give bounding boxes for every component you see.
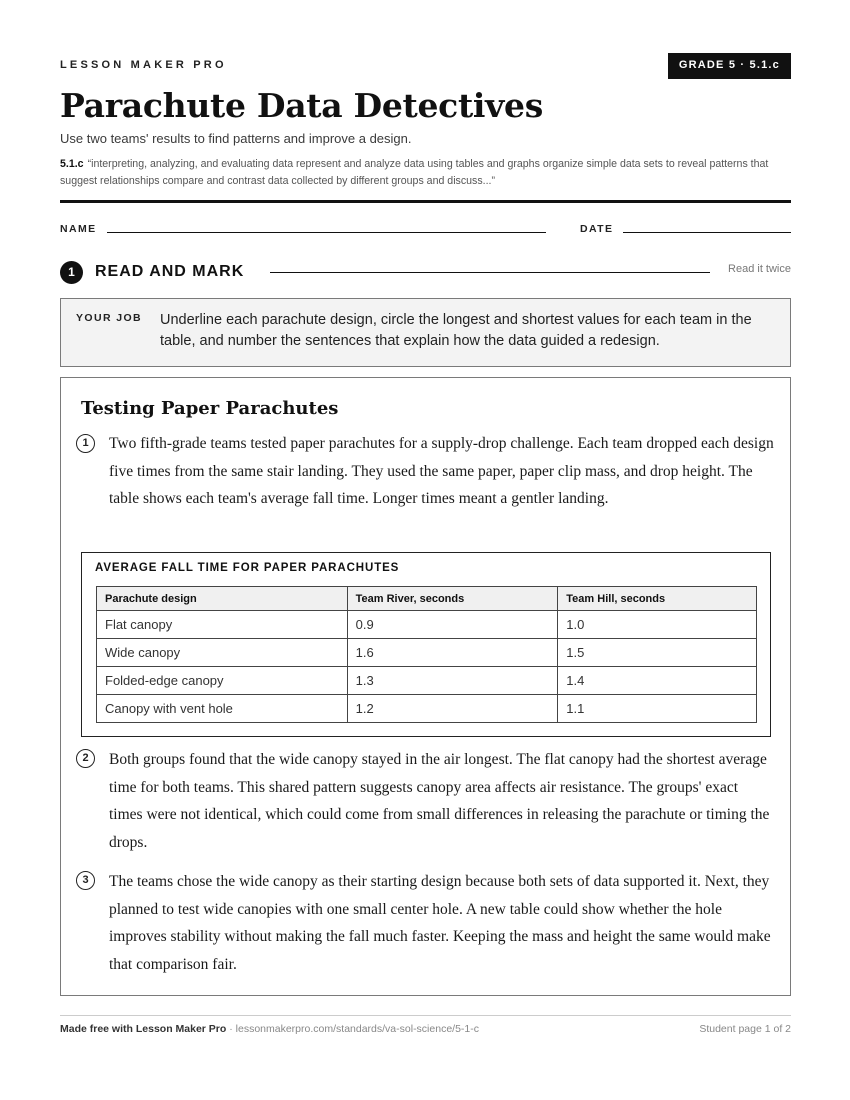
standard-code: 5.1.c [60,158,84,170]
reading-passage-box [60,377,791,996]
section-title: READ AND MARK [95,263,245,280]
grade-badge: GRADE 5 · 5.1.c [668,53,791,79]
page-title: Parachute Data Detectives [60,86,543,125]
paragraph-number: 2 [76,749,95,768]
section-number-badge: 1 [60,261,83,284]
section-divider [270,272,710,273]
table-cell: 1.3 [347,667,558,695]
section-hint: Read it twice [728,263,791,275]
data-table-box [81,552,771,737]
table-cell: Wide canopy [97,639,348,667]
reading-title: Testing Paper Parachutes [81,398,339,419]
table-row [97,695,757,723]
standard-description [60,156,791,190]
footer-url[interactable]: lessonmakerpro.com/standards/va-sol-science/5-1-c [235,1023,480,1035]
paragraph-number: 1 [76,434,95,453]
table-header-row [97,587,757,611]
table-cell: 1.1 [558,695,757,723]
fall-time-table [96,586,757,723]
table-header-cell: Parachute design [97,587,348,611]
table-row [97,667,757,695]
table-header-cell: Team River, seconds [347,587,558,611]
table-cell: 1.0 [558,611,757,639]
job-instructions-box [60,298,791,367]
table-row [97,611,757,639]
header-divider [60,200,791,203]
paragraph: Both groups found that the wide canopy stayed in the air longest. The flat canopy had the shortest average time for both teams. This shared pattern suggests canopy area affects air resistance. The groups' exact times were not identical, which could come from small differences in releasing the parachute or timing the drops. [109,751,770,851]
table-cell: Flat canopy [97,611,348,639]
job-label: YOUR JOB [76,312,143,324]
paragraph: Two fifth-grade teams tested paper parachutes for a supply-drop challenge. Each team dropped each design five times from the same stair landing. They used the same paper, paper clip mass, and drop height. The table shows each team's average fall time. Longer times meant a gentler landing. [109,435,774,507]
job-text: Underline each parachute design, circle the longest and shortest values for each team in the table, and number the sentences that explain how the data guided a redesign. [160,312,752,349]
table-cell: 1.6 [347,639,558,667]
name-label: NAME [60,223,97,235]
table-header-cell: Team Hill, seconds [558,587,757,611]
table-cell: Folded-edge canopy [97,667,348,695]
page-indicator: Student page 1 of 2 [699,1023,791,1035]
table-cell: 1.4 [558,667,757,695]
table-caption: AVERAGE FALL TIME FOR PAPER PARACHUTES [95,562,400,574]
footer-separator: · [226,1023,236,1035]
date-field[interactable] [623,232,791,233]
footer-divider [60,1015,791,1016]
name-field[interactable] [107,232,546,233]
page-subtitle: Use two teams' results to find patterns and improve a design. [60,131,412,146]
table-cell: Canopy with vent hole [97,695,348,723]
footer-made-with: Made free with Lesson Maker Pro [60,1023,227,1035]
table-cell: 0.9 [347,611,558,639]
paragraph: The teams chose the wide canopy as their starting design because both sets of data supported it. Next, they planned to test wide canopies with one small center hole. A new table could show whether the hole improves stability without making the fall much faster. Keeping the mass and height the same would make that comparison fair. [109,873,771,973]
brand-name: LESSON MAKER PRO [60,59,227,71]
table-cell: 1.5 [558,639,757,667]
standard-text: “interpreting, analyzing, and evaluating data represent and analyze data using tables and graphs organize simple data sets to reveal patterns that suggest relationships compare and contrast data collected by different groups and discuss...” [60,158,769,187]
worksheet-page [60,0,791,1100]
footer-credit [60,1023,479,1035]
paragraph-number: 3 [76,871,95,890]
date-label: DATE [580,223,614,235]
table-row [97,639,757,667]
table-cell: 1.2 [347,695,558,723]
